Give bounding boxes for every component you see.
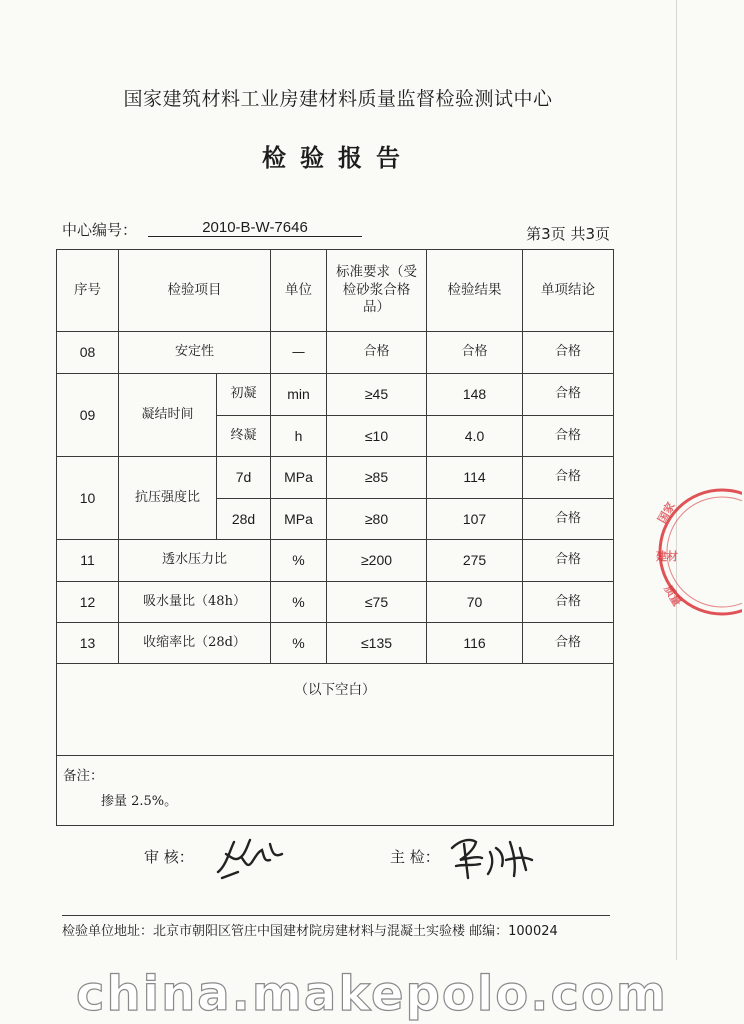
- row-unit: MPa: [271, 457, 327, 499]
- row-unit: h: [271, 416, 327, 457]
- header-result: 检验结果: [427, 250, 523, 332]
- row-conclusion: 合格: [523, 332, 614, 374]
- chief-label: 主 检：: [390, 848, 440, 866]
- remarks-row: [57, 756, 614, 826]
- svg-text:质量: 质量: [661, 583, 684, 609]
- row-conclusion: 合格: [523, 499, 614, 540]
- center-number-value: 2010-B-W-7646: [148, 219, 362, 237]
- row-item: 吸水量比（48h）: [119, 582, 271, 623]
- table-row: [57, 332, 614, 374]
- row-standard: ≤135: [327, 623, 427, 664]
- row-item: 安定性: [119, 332, 271, 374]
- blank-note: （以下空白）: [294, 682, 376, 698]
- row-result: 114: [427, 457, 523, 499]
- row-seq: 08: [57, 332, 119, 374]
- row-conclusion: 合格: [523, 374, 614, 416]
- header-item: 检验项目: [119, 250, 271, 332]
- row-item: 抗压强度比: [119, 457, 217, 540]
- row-sub-label: 终凝: [217, 416, 271, 457]
- table-row: [57, 374, 614, 416]
- remarks-cell: [57, 756, 614, 826]
- row-seq: 12: [57, 582, 119, 623]
- reviewer-signature: [212, 832, 292, 882]
- svg-text:建材: 建材: [656, 550, 678, 563]
- row-sub-label: 7d: [217, 457, 271, 499]
- row-standard: ≥200: [327, 540, 427, 582]
- row-result: 148: [427, 374, 523, 416]
- row-result: 116: [427, 623, 523, 664]
- svg-text:国家: 国家: [655, 499, 678, 526]
- row-seq: 09: [57, 374, 119, 457]
- row-seq: 13: [57, 623, 119, 664]
- inspection-seal: [632, 482, 742, 622]
- organization-title: 国家建筑材料工业房建材料质量监督检验测试中心: [123, 88, 553, 110]
- header-conclusion: 单项结论: [523, 250, 614, 332]
- blank-row: [57, 664, 614, 756]
- row-item: 收缩率比（28d）: [119, 623, 271, 664]
- row-standard: ≤75: [327, 582, 427, 623]
- row-standard: ≤10: [327, 416, 427, 457]
- row-conclusion: 合格: [523, 457, 614, 499]
- row-unit: %: [271, 540, 327, 582]
- row-standard: ≥45: [327, 374, 427, 416]
- inspection-table: [56, 249, 614, 826]
- chief-signature: [444, 830, 544, 886]
- header-seq: 序号: [57, 250, 119, 332]
- row-standard: 合格: [327, 332, 427, 374]
- table-row: [57, 623, 614, 664]
- row-unit: —: [271, 332, 327, 374]
- row-result: 107: [427, 499, 523, 540]
- row-conclusion: 合格: [523, 582, 614, 623]
- remarks-text: 掺量 2.5%。: [101, 793, 178, 809]
- table-header-row: [57, 250, 614, 332]
- center-number-label: 中心编号：: [62, 221, 138, 239]
- remarks-label: 备注：: [63, 768, 104, 784]
- row-unit: %: [271, 582, 327, 623]
- header-standard: [327, 250, 427, 332]
- page-edge-divider: [676, 0, 677, 960]
- row-result: 4.0: [427, 416, 523, 457]
- header-standard-text: 标准要求（受检砂浆合格品）: [336, 264, 417, 316]
- blank-note-cell: [57, 664, 614, 756]
- row-sub-label: 28d: [217, 499, 271, 540]
- signature-row: [144, 846, 604, 906]
- watermark: china.makepolo.com: [76, 966, 668, 1022]
- row-standard: ≥85: [327, 457, 427, 499]
- row-result: 合格: [427, 332, 523, 374]
- table-row: [57, 457, 614, 499]
- table-row: [57, 582, 614, 623]
- report-meta-row: [62, 217, 610, 241]
- row-standard: ≥80: [327, 499, 427, 540]
- report-title: 检验报告: [262, 144, 414, 172]
- row-result: 70: [427, 582, 523, 623]
- row-unit: %: [271, 623, 327, 664]
- row-unit: min: [271, 374, 327, 416]
- row-seq: 11: [57, 540, 119, 582]
- footer-address: 检验单位地址：北京市朝阳区管庄中国建材院房建材料与混凝土实验楼 邮编：100024: [62, 915, 610, 939]
- row-conclusion: 合格: [523, 540, 614, 582]
- row-item: 凝结时间: [119, 374, 217, 457]
- header-unit: 单位: [271, 250, 327, 332]
- reviewer-label: 审 核：: [144, 848, 194, 866]
- row-conclusion: 合格: [523, 416, 614, 457]
- table-row: [57, 540, 614, 582]
- row-unit: MPa: [271, 499, 327, 540]
- row-item: 透水压力比: [119, 540, 271, 582]
- row-sub-label: 初凝: [217, 374, 271, 416]
- page-info: 第3页 共3页: [526, 225, 610, 243]
- row-conclusion: 合格: [523, 623, 614, 664]
- row-seq: 10: [57, 457, 119, 540]
- row-result: 275: [427, 540, 523, 582]
